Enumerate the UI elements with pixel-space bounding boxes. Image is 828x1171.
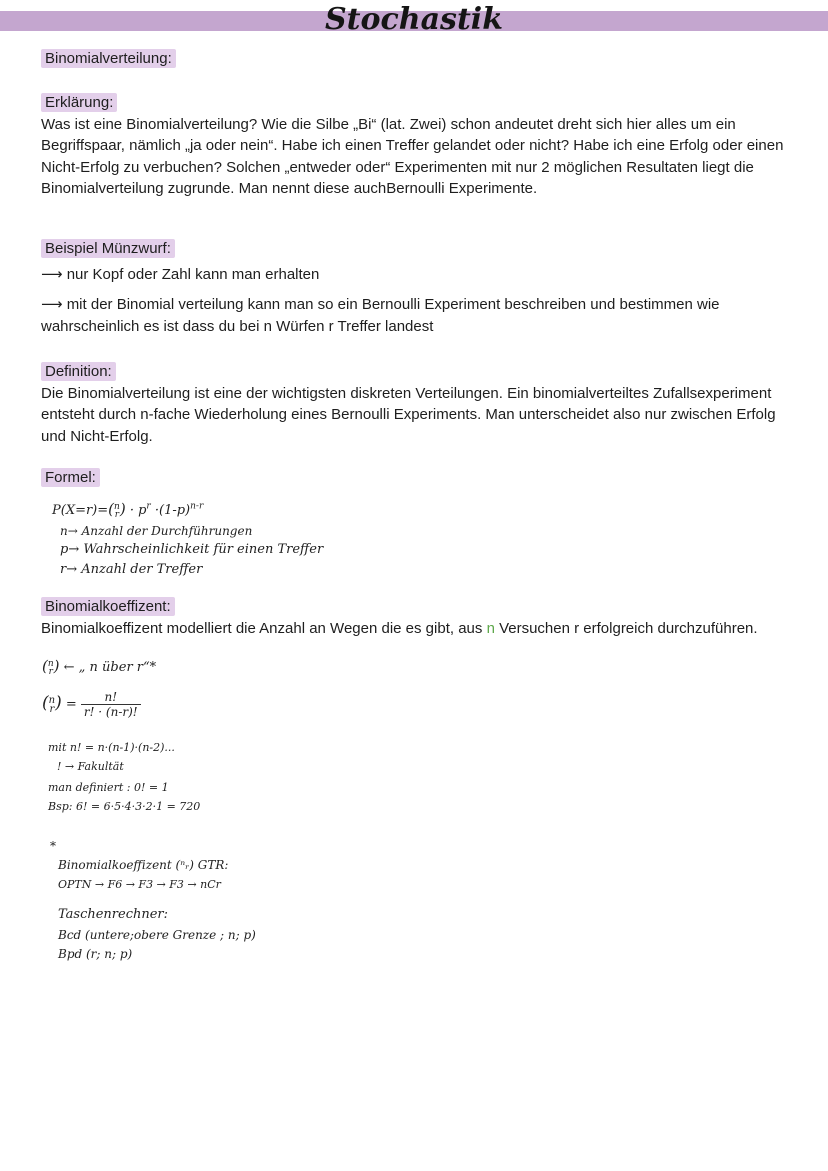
arrow-icon: ⟶ bbox=[41, 266, 63, 283]
formel-r-desc: r→ Anzahl der Treffer bbox=[60, 562, 203, 577]
binom-fraction: $\frac{n!}{r! \cdot (n-r)!}$ bbox=[81, 690, 141, 719]
highlight-n: n bbox=[486, 619, 495, 637]
binomialkoeffizient-section bbox=[41, 596, 786, 639]
factorial-example: Bsp: 6! = 6·5·4·3·2·1 = 720 bbox=[48, 800, 201, 813]
erklaerung-label: Erklärung: bbox=[41, 93, 117, 112]
taschenrechner-label: Taschenrechner: bbox=[58, 907, 169, 922]
bcd-note: Bcd (untere;obere Grenze ; n; p) bbox=[58, 928, 256, 942]
factorial-def: mit n! = n·(n-1)·(n-2)... bbox=[48, 741, 175, 754]
gtr-keys: OPTN → F6 → F3 → F3 → nCr bbox=[58, 878, 221, 891]
gtr-note: Binomialkoeffizent (ⁿᵣ) GTR: bbox=[58, 858, 229, 872]
beispiel-line-1: ⟶ nur Kopf oder Zahl kann man erhalten bbox=[41, 266, 320, 283]
definition-text: Die Binomialverteilung ist eine der wichtigsten diskreten Verteilungen. Ein binomialverteiltes Zufallsexperiment entsteht durch n-fache Wiederholung eines Bernoulli Experiments. Man unterscheidet also nur zwischen Erfolg und Nicht-Erfolg. bbox=[41, 384, 776, 445]
formel-n-desc: n→ Anzahl der Durchführungen bbox=[60, 524, 253, 538]
formel-label: Formel: bbox=[41, 468, 100, 487]
erklaerung-text: Was ist eine Binomialverteilung? Wie die Silbe „Bi“ (lat. Zwei) schon andeutet dreht sich hier alles um ein Begriffspaar, nämlich „ja oder nein“. Habe ich einen Treffer gelandet oder nicht? Habe ich eine Erfolg oder einen Nicht-Erfolg zu verbuchen? Solchen „entweder oder“ Experimenten mit nur 2 möglichen Resultaten liegt die Binomialverteilung zugrunde. Man nennt diese auchBernoulli Experimente. bbox=[41, 115, 784, 197]
heading-binomialverteilung: Binomialverteilung: bbox=[41, 49, 176, 68]
formel-section bbox=[41, 467, 786, 489]
binomialkoeffizient-text: Binomialkoeffizent modelliert die Anzahl an Wegen die es gibt, aus n Versuchen r erfolgreich durchzuführen. bbox=[41, 619, 758, 637]
beispiel-label: Beispiel Münzwurf: bbox=[41, 239, 175, 258]
binomial-formula: P(X=r)=( n r ) · $p^r \cdot(1-p)^{n-r}$ bbox=[52, 500, 204, 520]
formel-p-desc: p→ Wahrscheinlichkeit für einen Treffer bbox=[60, 542, 324, 557]
erklaerung-section bbox=[41, 92, 786, 200]
zero-factorial: man definiert : 0! = 1 bbox=[48, 781, 169, 794]
section-heading bbox=[41, 48, 786, 70]
binom-read-as: ( n r ) ← „ n über r“* bbox=[42, 657, 157, 677]
definition-label: Definition: bbox=[41, 362, 116, 381]
arrow-icon: ⟶ bbox=[41, 296, 63, 313]
beispiel-line-2: ⟶ mit der Binomial verteilung kann man so ein Bernoulli Experiment beschreiben und bestimmen wie wahrscheinlich es ist dass du bei n Würfen r Treffer landest bbox=[41, 296, 720, 335]
binom-fraction-formula: ( n r ) = $\frac{n!}{r! \cdot (n-r)!}$ bbox=[42, 690, 141, 719]
page-title: Stochastik bbox=[325, 2, 503, 37]
footnote-star: * bbox=[50, 839, 56, 853]
factorial-name: ! → Fakultät bbox=[57, 760, 124, 773]
definition-section bbox=[41, 361, 786, 447]
binomialkoeffizient-label: Binomialkoeffizent: bbox=[41, 597, 175, 616]
bpd-note: Bpd (r; n; p) bbox=[58, 947, 133, 961]
beispiel-section bbox=[41, 238, 786, 260]
